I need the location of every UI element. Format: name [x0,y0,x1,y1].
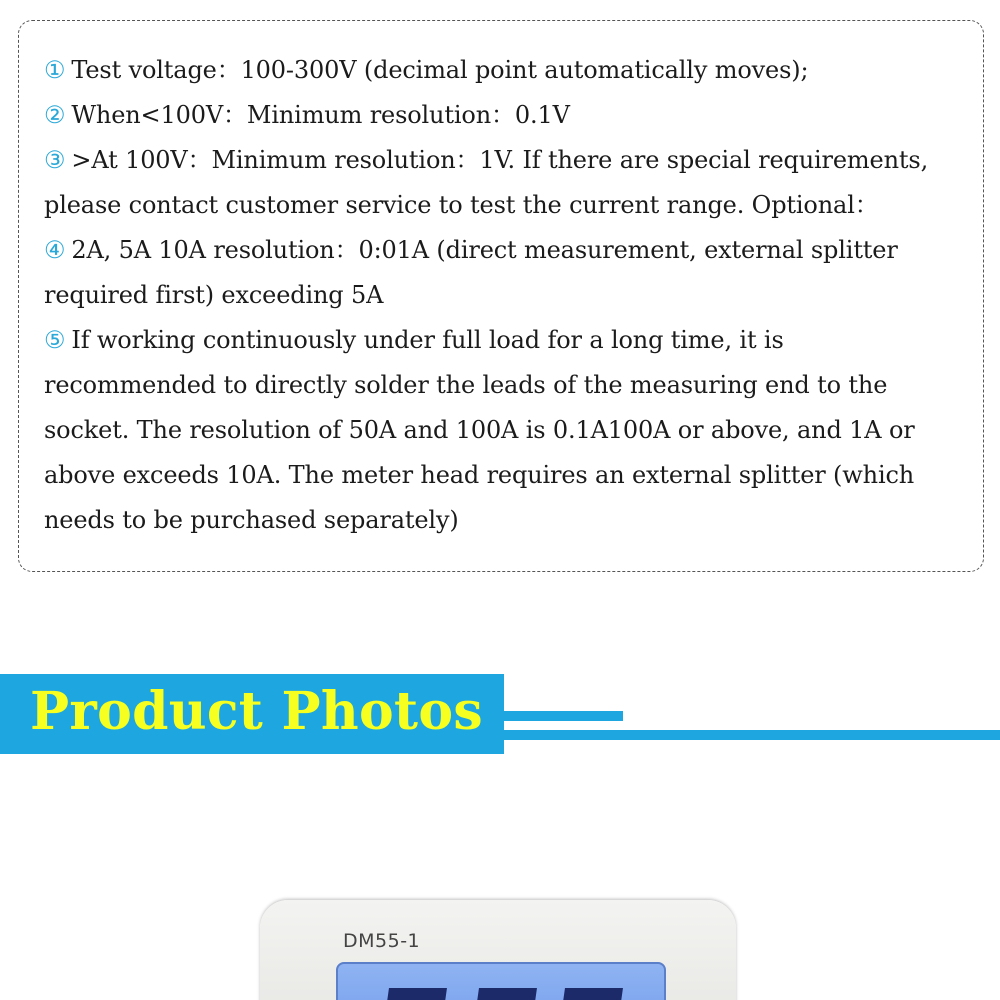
spec-line [44,498,974,543]
spec-text: Test voltage：100-300V (decimal point automatically moves); [71,56,809,84]
specification-list [44,48,974,543]
spec-line [44,228,974,273]
spec-number: ⑤ [44,326,66,354]
banner-divider-long [504,730,1000,740]
spec-line [44,453,974,498]
spec-text: required first) exceeding 5A [44,281,384,309]
spec-line [44,363,974,408]
lcd-digit [387,988,447,1000]
spec-text: 2A, 5A 10A resolution：0:01A (direct measurement, external splitter [71,236,898,264]
spec-line [44,48,974,93]
spec-text: socket. The resolution of 50A and 100A is 0.1A100A or above, and 1A or [44,416,915,444]
lcd-digit [563,988,623,1000]
spec-number: ④ [44,236,66,264]
spec-line [44,183,974,228]
spec-line [44,138,974,183]
spec-number: ③ [44,146,66,174]
banner-divider-short [504,711,623,721]
spec-line [44,93,974,138]
spec-number: ② [44,101,66,129]
spec-text: If working continuously under full load for a long time, it is [71,326,784,354]
spec-line [44,408,974,453]
spec-line [44,318,974,363]
spec-text: When<100V：Minimum resolution：0.1V [71,101,570,129]
spec-text: >At 100V：Minimum resolution：1V. If there are special requirements, [71,146,929,174]
spec-text: recommended to directly solder the leads of the measuring end to the [44,371,888,399]
section-title: Product Photos [30,681,483,742]
spec-text: needs to be purchased separately) [44,506,459,534]
spec-text: above exceeds 10A. The meter head requires an external splitter (which [44,461,915,489]
device-model-label: DM55-1 [343,930,421,952]
lcd-digit [477,988,537,1000]
spec-line [44,273,974,318]
spec-text: please contact customer service to test the current range. Optional： [44,191,879,219]
spec-number: ① [44,56,66,84]
